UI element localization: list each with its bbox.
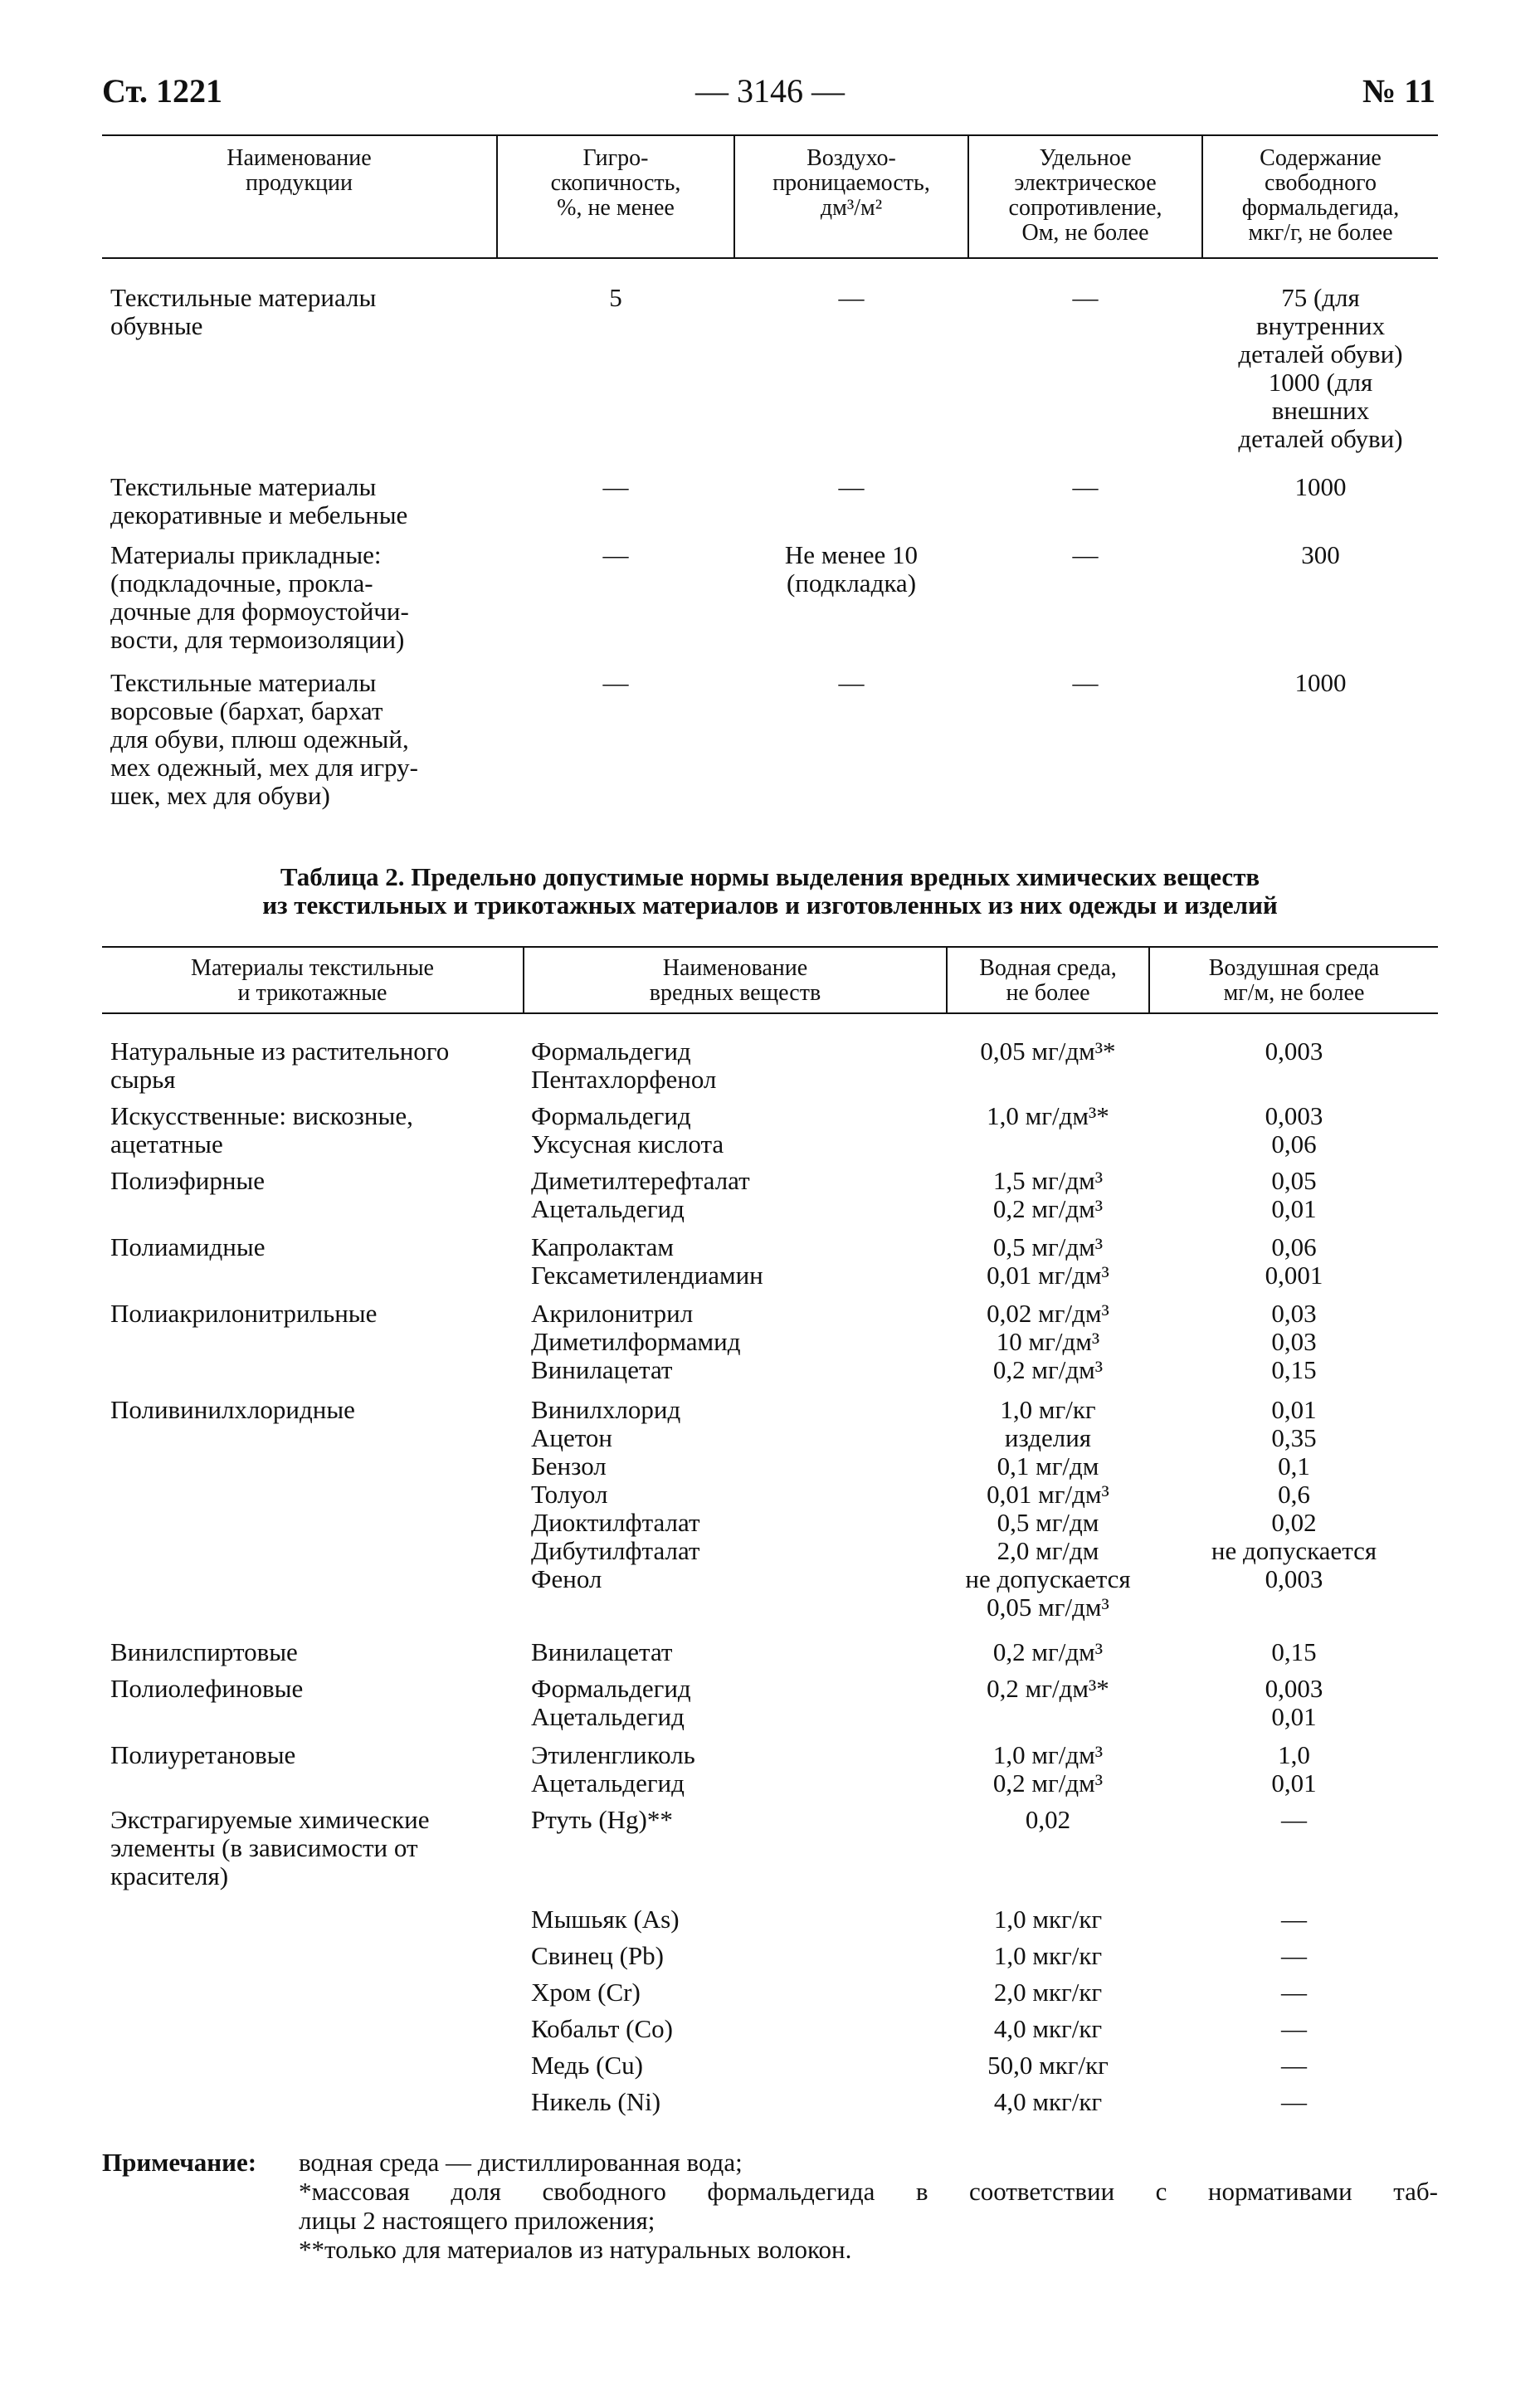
table-2-header-air: Воздушная среда мг/м, не более <box>1208 955 1380 1006</box>
note-body <box>299 2148 1438 2264</box>
article-number: Ст. 1221 <box>102 72 222 110</box>
table-2-row-14-water: 4,0 мкг/кг <box>993 2014 1103 2043</box>
note-line: водная среда — дистиллированная вода; <box>299 2148 743 2177</box>
page-number: — 3146 — <box>695 72 845 110</box>
table-2-row-3-substances: Диметилтерефталат Ацетальдегид <box>531 1166 750 1223</box>
table-2-header-water: Водная среда, не более <box>979 955 1117 1006</box>
table-2-row-8-water: 0,2 мг/дм³* <box>987 1674 1109 1703</box>
table-1-top-rule <box>102 134 1438 136</box>
table-2-row-15-water: 50,0 мкг/кг <box>987 2051 1109 2080</box>
table-1-row-3-resistance: — <box>1072 540 1099 569</box>
table-1-header-formaldehyde: Содержание свободного формальдегида, мкг/г, не более <box>1241 145 1400 246</box>
note-line: **только для материалов из натуральных волокон. <box>299 2235 852 2264</box>
issue-number: № 11 <box>1362 72 1435 110</box>
table-2-row-10-material: Экстрагируемые химические элементы (в зависимости от красителя) <box>110 1805 430 1890</box>
table-1-row-1-hygro: 5 <box>609 283 622 312</box>
table-2-row-7-material: Винилспиртовые <box>110 1637 298 1666</box>
table-2-row-2-air: 0,003 0,06 <box>1265 1101 1323 1159</box>
table-2-row-6-material: Поливинилхлоридные <box>110 1395 355 1424</box>
table-2-row-9-water: 1,0 мг/дм³ 0,2 мг/дм³ <box>992 1740 1104 1798</box>
table-2-row-13-substances: Хром (Cr) <box>531 1978 641 2007</box>
table-2-row-5-air: 0,03 0,03 0,15 <box>1271 1299 1317 1384</box>
table-2-header-rule <box>102 1012 1438 1014</box>
table-2-row-7-water: 0,2 мг/дм³ <box>992 1637 1104 1666</box>
table-1-header-resistance: Удельное электрическое сопротивление, Ом, не более <box>1008 145 1162 246</box>
table-2-caption: Таблица 2. Предельно допустимые нормы выделения вредных химических веществ из текстильных и трикотажных материалов и изготовленных из них одежды и изделий <box>262 862 1278 920</box>
table-2-row-2-water: 1,0 мг/дм³* <box>987 1101 1109 1130</box>
table-2-row-9-air: 1,0 0,01 <box>1271 1740 1317 1798</box>
table-2-row-10-air: — <box>1281 1805 1307 1834</box>
table-1-row-1-formaldehyde: 75 (для внутренних деталей обуви) 1000 (для внешних деталей обуви) <box>1238 283 1403 453</box>
table-1-row-4-hygro: — <box>602 668 629 697</box>
table-2-row-6-substances: Винилхлорид Ацетон Бензол Толуол Диоктилфталат Дибутилфталат Фенол <box>531 1395 700 1593</box>
table-1-row-2-resistance: — <box>1072 472 1099 501</box>
table-2-row-4-water: 0,5 мг/дм³ 0,01 мг/дм³ <box>987 1232 1109 1290</box>
table-2-row-11-substances: Мышьяк (As) <box>531 1905 680 1934</box>
table-1-row-2-formaldehyde: 1000 <box>1294 472 1347 501</box>
table-2-row-6-air: 0,01 0,35 0,1 0,6 0,02 не допускается 0,003 <box>1211 1395 1377 1593</box>
table-2-row-5-water: 0,02 мг/дм³ 10 мг/дм³ 0,2 мг/дм³ <box>987 1299 1109 1384</box>
table-2-row-8-material: Полиолефиновые <box>110 1674 304 1703</box>
table-2-row-3-air: 0,05 0,01 <box>1271 1166 1317 1223</box>
table-2-row-15-air: — <box>1281 2051 1307 2080</box>
table-2-header-substances: Наименование вредных веществ <box>649 955 821 1006</box>
table-2-row-8-substances: Формальдегид Ацетальдегид <box>531 1674 691 1731</box>
table-2-row-2-substances: Формальдегид Уксусная кислота <box>531 1101 724 1159</box>
table-2-row-13-water: 2,0 мкг/кг <box>993 1978 1103 2007</box>
table-1-row-4-air: — <box>838 668 865 697</box>
table-2-row-4-air: 0,06 0,001 <box>1265 1232 1323 1290</box>
table-1-row-1-product: Текстильные материалы обувные <box>110 283 377 340</box>
table-1-row-3-formaldehyde: 300 <box>1301 540 1340 569</box>
table-2-row-5-material: Полиакрилонитрильные <box>110 1299 378 1328</box>
table-2-row-16-water: 4,0 мкг/кг <box>993 2087 1103 2116</box>
table-2-row-14-air: — <box>1281 2014 1307 2043</box>
table-2-row-1-material: Натуральные из растительного сырья <box>110 1037 450 1094</box>
table-2-row-11-air: — <box>1281 1905 1307 1934</box>
table-1-row-3-air: Не менее 10 (подкладка) <box>784 540 919 598</box>
table-2-row-16-air: — <box>1281 2087 1307 2116</box>
table-2-row-3-water: 1,5 мг/дм³ 0,2 мг/дм³ <box>992 1166 1104 1223</box>
table-1-row-2-hygro: — <box>602 472 629 501</box>
table-2-row-3-material: Полиэфирные <box>110 1166 266 1195</box>
table-1-header-product: Наименование продукции <box>227 145 372 196</box>
table-2-row-11-water: 1,0 мкг/кг <box>993 1905 1103 1934</box>
table-2-row-1-water: 0,05 мг/дм³* <box>980 1037 1116 1066</box>
table-1-header-hygroscopicity: Гигро- скопичность, %, не менее <box>550 145 681 221</box>
table-2-header-materials: Материалы текстильные и трикотажные <box>191 955 434 1006</box>
note-label: Примечание: <box>102 2148 257 2177</box>
table-2-row-16-substances: Никель (Ni) <box>531 2087 661 2116</box>
table-2-row-10-water: 0,02 <box>1025 1805 1071 1834</box>
table-1-header-rule <box>102 257 1438 259</box>
table-2-row-13-air: — <box>1281 1978 1307 2007</box>
table-2-row-9-substances: Этиленгликоль Ацетальдегид <box>531 1740 695 1798</box>
table-2-row-10-substances: Ртуть (Hg)** <box>531 1805 673 1834</box>
table-2-row-8-air: 0,003 0,01 <box>1265 1674 1323 1731</box>
table-2-row-1-air: 0,003 <box>1265 1037 1323 1066</box>
table-1-row-3-product: Материалы прикладные: (подкладочные, прокла- дочные для формоустойчи- вости, для термоизоляции) <box>110 540 409 654</box>
table-1-row-1-resistance: — <box>1072 283 1099 312</box>
table-2-row-15-substances: Медь (Cu) <box>531 2051 643 2080</box>
table-2-row-6-water: 1,0 мг/кг изделия 0,1 мг/дм 0,01 мг/дм³ 0,5 мг/дм 2,0 мг/дм не допускается 0,05 мг/дм³ <box>965 1395 1131 1622</box>
table-2-row-12-air: — <box>1281 1941 1307 1970</box>
table-2-row-1-substances: Формальдегид Пентахлорфенол <box>531 1037 717 1094</box>
table-1-row-4-resistance: — <box>1072 668 1099 697</box>
table-1-row-2-air: — <box>838 472 865 501</box>
table-2-row-12-substances: Свинец (Pb) <box>531 1941 664 1970</box>
table-2-row-5-substances: Акрилонитрил Диметилформамид Винилацетат <box>531 1299 741 1384</box>
note-line: лицы 2 настоящего приложения; <box>299 2206 655 2235</box>
table-2-row-12-water: 1,0 мкг/кг <box>993 1941 1103 1970</box>
table-1-row-4-product: Текстильные материалы ворсовые (бархат, бархат для обуви, плюш одежный, мех одежный, мех для игру- шек, мех для обуви) <box>110 668 418 810</box>
table-1-row-3-hygro: — <box>602 540 629 569</box>
note-line: *массовая доля свободного формальдегида в соответствии с нормативами таб- <box>299 2177 1438 2206</box>
table-1-row-2-product: Текстильные материалы декоративные и мебельные <box>110 472 408 529</box>
table-2-row-2-material: Искусственные: вискозные, ацетатные <box>110 1101 413 1159</box>
table-2-row-9-material: Полиуретановые <box>110 1740 296 1769</box>
table-1-row-4-formaldehyde: 1000 <box>1294 668 1347 697</box>
table-2-row-4-substances: Капролактам Гексаметилендиамин <box>531 1232 763 1290</box>
table-2-row-7-air: 0,15 <box>1271 1637 1317 1666</box>
table-2-row-14-substances: Кобальт (Co) <box>531 2014 673 2043</box>
table-2-row-7-substances: Винилацетат <box>531 1637 673 1666</box>
table-1-header-air-permeability: Воздухо- проницаемость, дм³/м² <box>772 145 930 221</box>
table-2-row-4-material: Полиамидные <box>110 1232 266 1261</box>
table-2-top-rule <box>102 946 1438 948</box>
table-1-row-1-air: — <box>838 283 865 312</box>
